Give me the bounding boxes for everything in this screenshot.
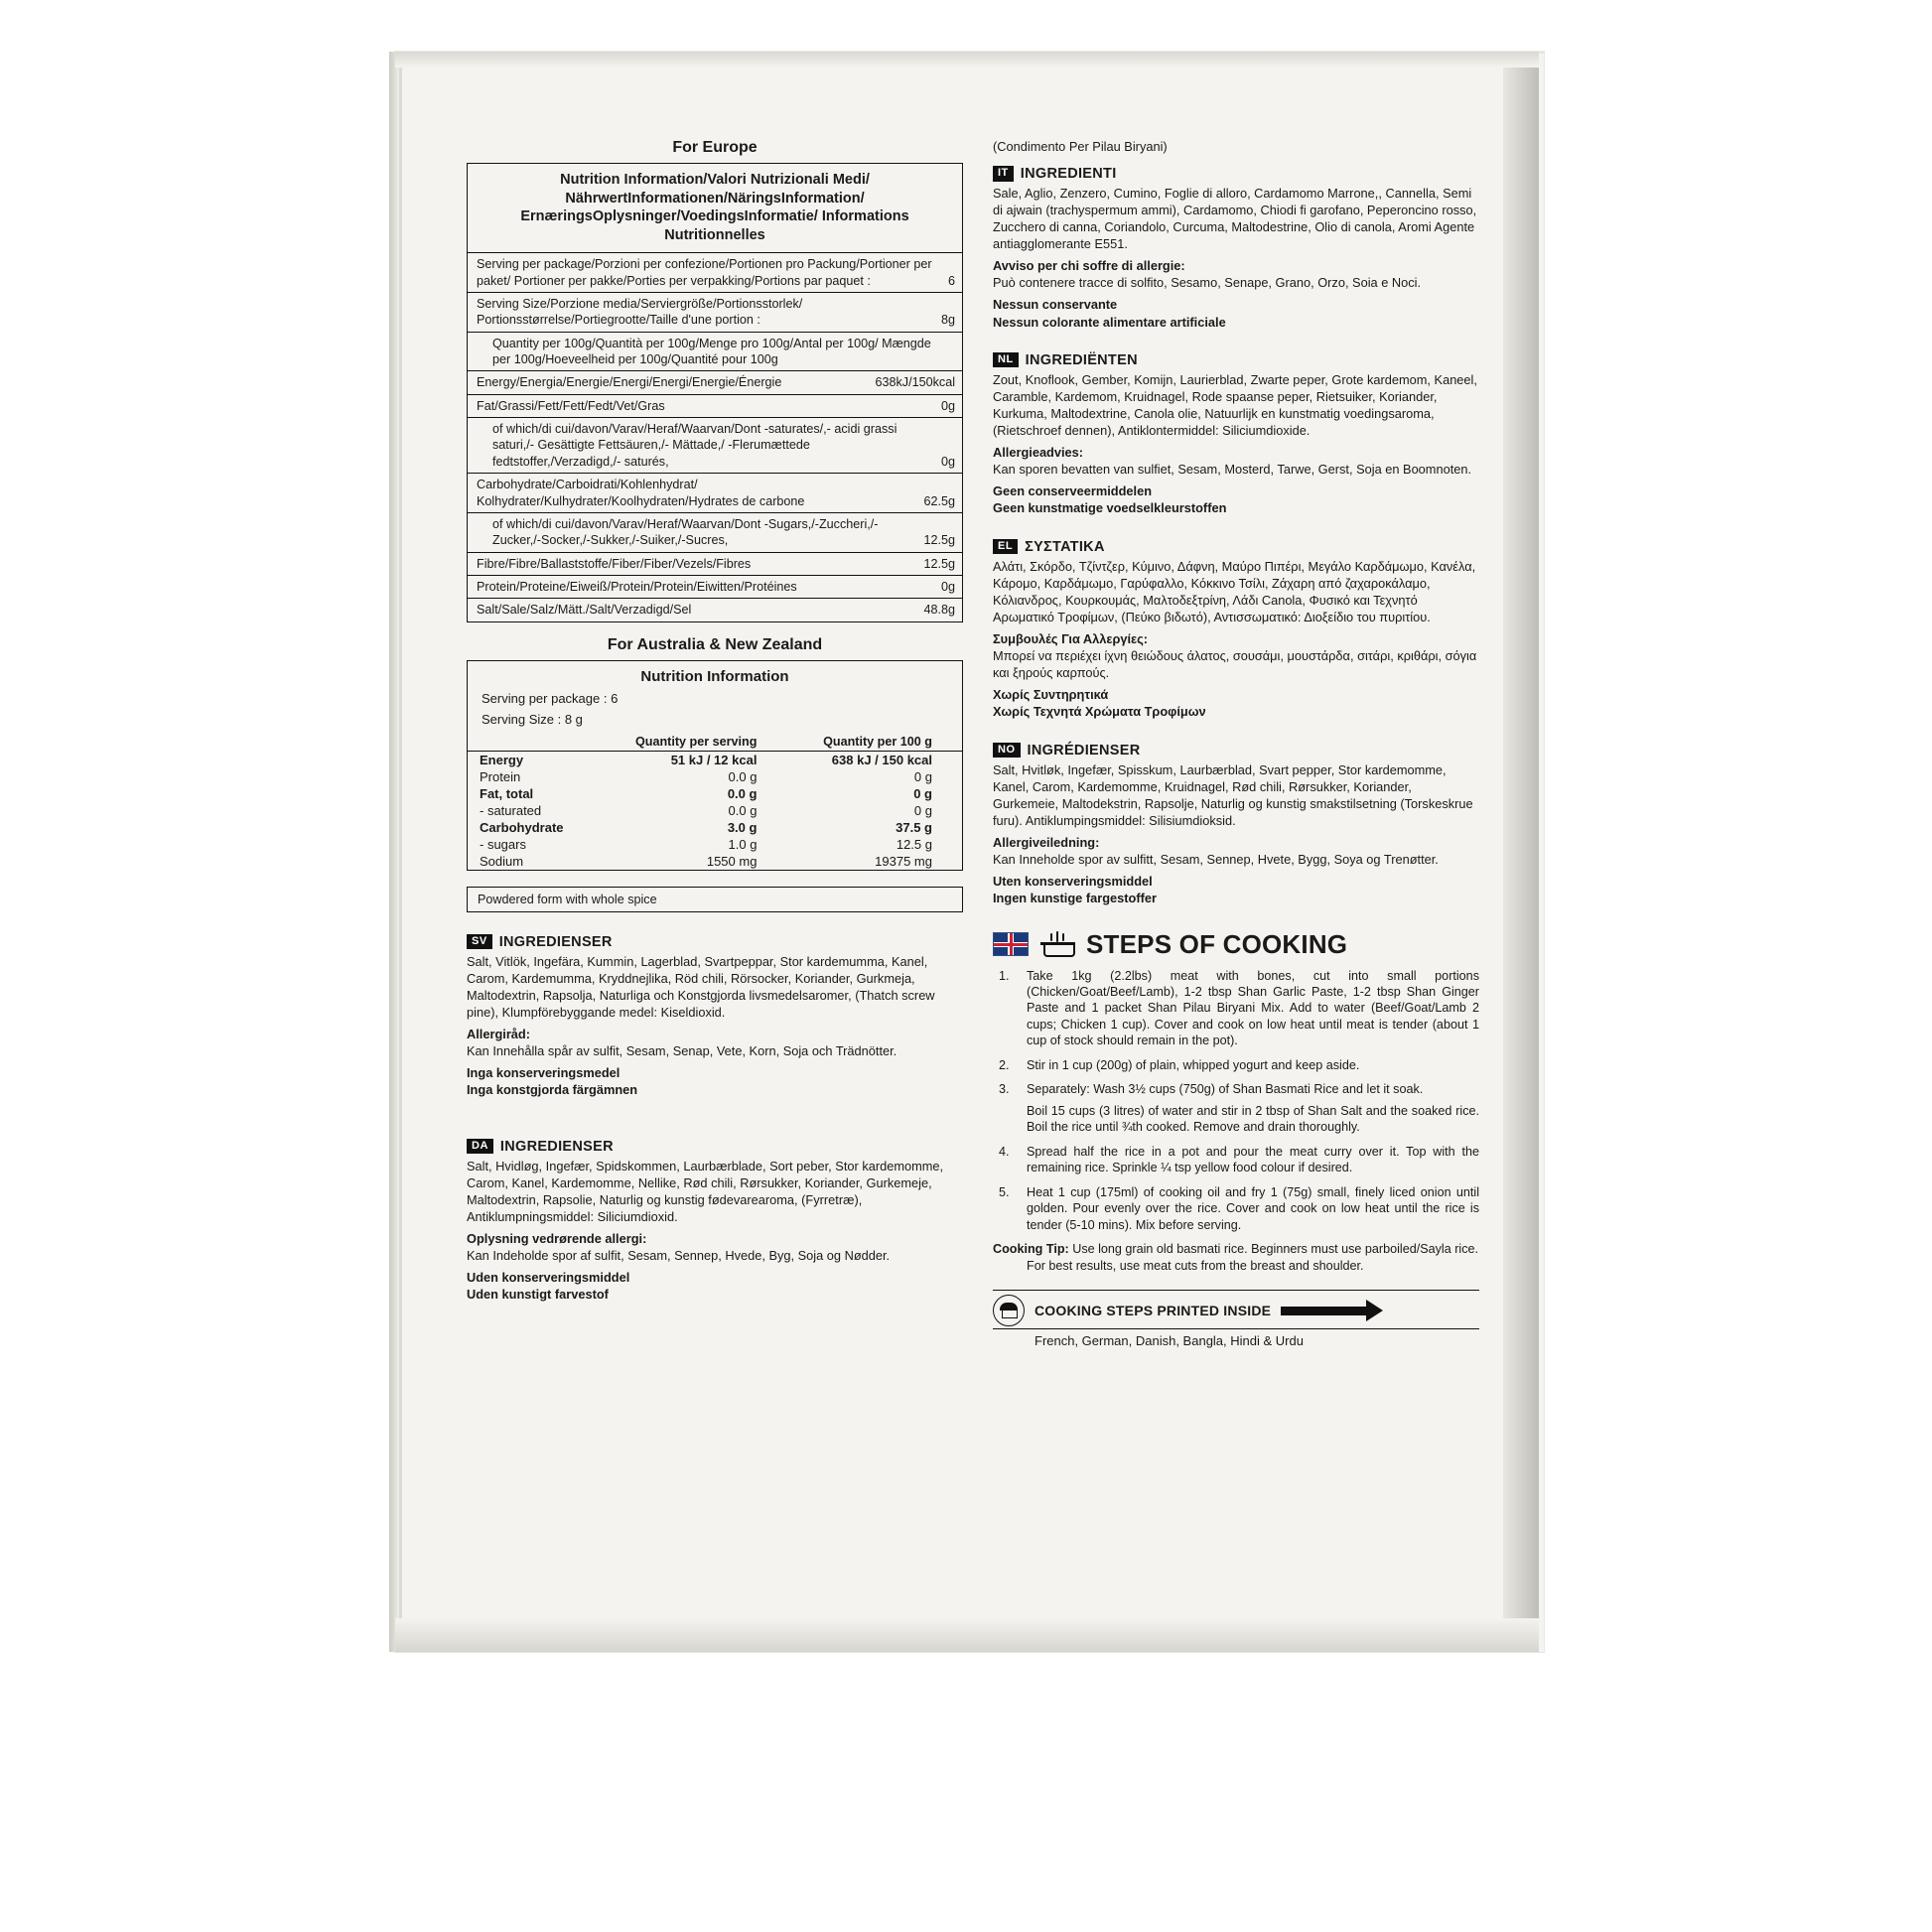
flag-no-icon: NO	[993, 743, 1021, 758]
list-item	[993, 968, 1479, 1049]
table-row	[468, 853, 962, 870]
ingredients-body-el: Αλάτι, Σκόρδο, Τζίντζερ, Κύμινο, Δάφνη, Μαύρο Πιπέρι, Μεγάλο Καρδάμωμο, Κανέλα, Κάρομο, Καρδάμωμο, Γαρύφαλλο, Κόκκινο Τσίλι, Ζάχαρη από ζαχαροκάλαμο, Κόλιανδρος, Κουρκουμάς, Μαλτοδεξτρίνη, Λάδι Canola, Φυσικό και Τεχνητό Αρωματικό Τροφίμων, (Πεύκο βιδωτό), Αντισσωματικό: Διοξείδιο του πυριτίου.	[993, 558, 1476, 624]
language-block-it	[993, 166, 1479, 331]
list-item	[993, 1184, 1479, 1233]
nutrient-label: Energy/Energia/Energie/Energi/Energi/Energie/Énergie	[477, 375, 782, 390]
allergy-title-it: Avviso per chi soffre di allergie:	[993, 258, 1185, 274]
quantity-per-100g-label: Quantity per 100g/Quantità per 100g/Menge pro 100g/Antal per 100g/ Mængde per 100g/Hoeveelheid per 100g/Quantité pour 100g	[492, 336, 931, 366]
cooking-tip-body: Use long grain old basmati rice. Beginners must use parboiled/Sayla rice.	[1072, 1242, 1479, 1257]
claim-no-preservatives-nl: Geen conserveermiddelen	[993, 483, 1153, 499]
anz-per-serving: 1550 mg	[706, 853, 758, 869]
nutrient-value: 12.5g	[923, 533, 955, 548]
serving-size-row	[468, 293, 962, 333]
cooking-steps-list	[993, 968, 1479, 1234]
table-row	[468, 768, 962, 785]
allergy-title-sv: Allergiråd:	[467, 1026, 530, 1041]
table-row	[468, 553, 962, 576]
allergy-body-no: Kan Inneholde spor av sulfitt, Sesam, Sennep, Hvete, Bygg, Soya og Trenøtter.	[993, 851, 1439, 867]
nutrient-value: 638kJ/150kcal	[875, 375, 955, 390]
anz-serving-size: Serving Size : 8 g	[482, 712, 583, 728]
anz-per-100g: 37.5 g	[896, 819, 932, 835]
nutrient-label: Carbohydrate/Carboidrati/Kohlenhydrat/ Kolhydrater/Kulhydrater/Koolhydraten/Hydrates de carbone	[477, 478, 805, 508]
allergy-body-el: Μπορεί να περιέχει ίχνη θειώδους άλατος, σουσάμι, μουστάρδα, σιτάρι, κριθάρι, σόγια και ξηρούς καρπούς.	[993, 648, 1477, 681]
anz-per-serving: 0.0 g	[728, 768, 758, 784]
serving-per-package-value: 6	[947, 273, 955, 288]
ingredients-title-da: INGREDIENSER	[499, 1138, 614, 1155]
table-row	[468, 819, 962, 836]
cooking-pot-icon	[1040, 931, 1074, 957]
anz-nutrient-name: - sugars	[480, 836, 526, 852]
ingredients-title-nl: INGREDIËNTEN	[1025, 351, 1138, 368]
language-heading	[467, 934, 963, 950]
list-item	[993, 1144, 1479, 1176]
anz-per-100g: 638 kJ / 150 kcal	[782, 751, 962, 768]
serving-per-package-row	[468, 253, 962, 293]
table-row	[468, 599, 962, 621]
step-text-4: Spread half the rice in a pot and pour the meat curry over it. Top with the remaining rice. Sprinkle ¼ tsp yellow food colour if desired.	[1027, 1144, 1479, 1175]
package-top-shadow	[395, 52, 1539, 68]
anz-per-serving: 0.0 g	[728, 802, 758, 818]
anz-col-blank	[468, 733, 593, 752]
cooking-tip-extra: For best results, use meat cuts from the breast and shoulder.	[1027, 1258, 1364, 1273]
flag-sv-icon: SV	[467, 934, 492, 949]
anz-serving-per-package: Serving per package : 6	[482, 690, 619, 706]
claim-no-preservatives-it: Nessun conservante	[993, 297, 1118, 313]
table-row	[468, 576, 962, 599]
language-heading	[993, 743, 1479, 759]
anz-nutrient-name: Sodium	[480, 853, 524, 869]
steps-of-cooking-title: STEPS OF COOKING	[1086, 928, 1348, 959]
claim-no-colours-el: Χωρίς Τεχνητά Χρώματα Τροφίμων	[993, 704, 1206, 720]
chef-hat-icon	[993, 1295, 1025, 1326]
ingredients-body-no: Salt, Hvitløk, Ingefær, Spisskum, Laurbærblad, Svart pepper, Stor kardemomme, Kanel, Carom, Kardemomme, Kruidnagel, Rød chili, Rørsukker, Koriander, Gurkemeie, Maltodekstrin, Rapsolje, Naturlig og kunstig smakstilsetning (Torskeskrue furu). Antiklumpingsmiddel: Silisiumdioksid.	[993, 761, 1473, 828]
package-bottom-shadow	[395, 1618, 1539, 1652]
table-row	[468, 751, 962, 768]
anz-per-100g: 19375 mg	[875, 853, 932, 869]
anz-section-title: For Australia & New Zealand	[607, 635, 823, 653]
europe-nutrition-header: Nutrition Information/Valori Nutrizionali Medi/ NährwertInformationen/NäringsInformation/ ErnæringsOplysninger/VoedingsInformatie/ Informations Nutritionnelles	[468, 164, 962, 253]
anz-nutrition-table	[467, 660, 963, 871]
language-heading	[467, 1139, 963, 1155]
nutrient-label: of which/di cui/davon/Varav/Heraf/Waarvan/Dont -Sugars,/-Zuccheri,/-Zucker,/-Socker,/-Sukker,/-Suiker,/-Sucres,	[492, 516, 879, 548]
allergy-title-el: Συμβουλές Για Αλλεργίες:	[993, 630, 1149, 646]
cooking-tip-label: Cooking Tip:	[993, 1242, 1069, 1257]
nutrient-label: Fat/Grassi/Fett/Fett/Fedt/Vet/Gras	[477, 398, 665, 413]
serving-per-package-label: Serving per package/Porzioni per confezione/Portionen pro Packung/Portioner per paket/ Portioner per pakke/Porties per verpakking/Portions par paquet :	[477, 257, 932, 288]
ingredients-body-da: Salt, Hvidløg, Ingefær, Spidskommen, Laurbærblade, Sort peber, Stor kardemomme, Carom, Kanel, Kardemomme, Nellike, Rød chili, Rørsukker, Koriander, Gurkemeje, Maltodextrin, Rapsolie, Naturlig og kunstig fødevarearoma, (Fyrretræ), Antiklumpningsmiddel: Siliciumdioxid.	[467, 1158, 944, 1224]
table-row	[468, 474, 962, 513]
package-left-edge	[389, 52, 399, 1652]
language-block-nl	[993, 352, 1479, 517]
language-block-da	[467, 1139, 963, 1304]
allergy-title-no: Allergiveiledning:	[993, 834, 1100, 850]
step-text-2: Stir in 1 cup (200g) of plain, whipped yogurt and keep aside.	[1027, 1057, 1360, 1072]
step-text-1: Take 1kg (2.2lbs) meat with bones, cut into small portions (Chicken/Goat/Beef/Lamb), 1-2 tbsp Shan Garlic Paste, 1-2 tbsp Shan Ginger Paste and 1 packet Shan Pilau Biryani Mix. Add to water (Beef/Goat/Lamb 2 cups; Chicken 1 cup). Cover and cook on low heat until meat is tender (about 1 cup of stock should remain in the pot).	[1027, 968, 1479, 1048]
anz-per-100g: 0 g	[913, 785, 932, 801]
uk-flag-icon	[993, 932, 1029, 956]
nutrient-label: Protein/Proteine/Eiweiß/Protein/Protein/Eiwitten/Protéines	[477, 579, 797, 594]
europe-nutrition-table	[467, 163, 963, 622]
claim-no-colours-nl: Geen kunstmatige voedselkleurstoffen	[993, 500, 1227, 516]
allergy-body-da: Kan Indeholde spor af sulfit, Sesam, Sennep, Hvede, Byg, Soja og Nødder.	[467, 1247, 891, 1263]
allergy-body-nl: Kan sporen bevatten van sulfiet, Sesam, Mosterd, Tarwe, Gerst, Soja en Boomnoten.	[993, 462, 1472, 478]
anz-per-100g: 0 g	[913, 768, 932, 784]
anz-per-serving: 3.0 g	[727, 819, 758, 835]
nutrient-value: 12.5g	[923, 556, 955, 571]
nutrient-value: 62.5g	[923, 493, 955, 508]
arrow-right-icon	[1281, 1300, 1383, 1321]
anz-nutrient-name: - saturated	[480, 802, 542, 818]
ingredients-body-nl: Zout, Knoflook, Gember, Komijn, Laurierblad, Zwarte peper, Grote kardemom, Kaneel, Caramble, Kardemom, Kruidnagel, Rode spaanse peper, Rietsuiker, Koriander, Kurkuma, Maltodextrine, Canola olie, Natuurlijk en kunstmatig voedingsaroma, (Rietschroef dennen), Antiklontermiddel: Siliciumdioxide.	[993, 371, 1477, 438]
allergy-body-it: Può contenere tracce di solfito, Sesamo, Senape, Grano, Orzo, Soia e Noci.	[993, 275, 1422, 291]
serving-size-value: 8g	[940, 313, 955, 328]
anz-per-100g: 12.5 g	[896, 836, 932, 852]
nutrient-value: 48.8g	[923, 603, 955, 618]
anz-nutrient-name: Protein	[480, 768, 521, 784]
table-row	[468, 836, 962, 853]
nutrient-value: 0g	[940, 454, 955, 469]
package-right-edge	[1503, 52, 1539, 1652]
ingredients-title-no: INGRÉDIENSER	[1027, 742, 1141, 759]
left-column	[467, 139, 963, 1304]
claim-no-preservatives-sv: Inga konserveringsmedel	[467, 1065, 621, 1081]
anz-nutrient-name: Fat, total	[480, 785, 534, 801]
ingredients-title-it: INGREDIENTI	[1020, 166, 1117, 182]
nutrient-value: 0g	[940, 579, 955, 594]
claim-no-preservatives-da: Uden konserveringsmiddel	[467, 1269, 630, 1285]
ingredients-title-el: ΣΥΣΤΑΤΙΚΑ	[1025, 538, 1105, 555]
nutrient-label: of which/di cui/davon/Varav/Heraf/Waarvan/Dont -saturates/,- acidi grassi saturi,/- Gesättigte Fettsäuren,/- Mättade,/ -Flerumættede fedtstoffer,/Verzadigd,/- saturés,	[492, 422, 897, 469]
footer-text: COOKING STEPS PRINTED INSIDE	[1035, 1303, 1272, 1319]
steps-of-cooking-header	[993, 929, 1479, 960]
table-row	[468, 395, 962, 418]
europe-section-title: For Europe	[672, 139, 758, 156]
anz-table-title: Nutrition Information	[640, 667, 789, 685]
anz-col-per-serving: Quantity per serving	[634, 734, 758, 749]
table-row	[468, 785, 962, 802]
anz-col-per-100g: Quantity per 100 g	[823, 734, 932, 749]
step-text-5: Heat 1 cup (175ml) of cooking oil and fry 1 (75g) small, finely liced onion until golden. Pour evenly over the rice. Cover and cook on low heat until the rice is tender (5-10 mins). Mix before serving.	[1027, 1184, 1479, 1232]
anz-per-serving: 1.0 g	[728, 836, 758, 852]
claim-no-preservatives-el: Χωρίς Συντηρητικά	[993, 687, 1109, 703]
nutrient-value: 0g	[940, 398, 955, 413]
ingredients-body-it: Sale, Aglio, Zenzero, Cumino, Foglie di alloro, Cardamomo Marrone,, Cannella, Semi di ajwain (trachyspermum ammi), Cardamomo, Chiodi fi garofano, Peperoncino rosso, Zucchero di canna, Coriandolo, Curcuma, Maltodestrine, Olio di canola, Aromi Agente antiagglomerante E551.	[993, 186, 1477, 252]
flag-nl-icon: NL	[993, 352, 1019, 367]
language-heading	[993, 352, 1479, 368]
flag-it-icon: IT	[993, 166, 1014, 181]
claim-no-colours-no: Ingen kunstige fargestoffer	[993, 891, 1157, 906]
table-row	[468, 418, 962, 474]
anz-values-table	[468, 733, 962, 870]
flag-da-icon: DA	[467, 1139, 493, 1154]
claim-no-preservatives-no: Uten konserveringsmiddel	[993, 873, 1153, 889]
right-column	[993, 139, 1479, 1348]
quantity-per-100g-header	[468, 333, 962, 372]
list-item	[993, 1057, 1479, 1073]
allergy-title-da: Oplysning vedrørende allergi:	[467, 1230, 647, 1246]
table-row	[468, 371, 962, 394]
language-heading	[993, 166, 1479, 182]
table-row	[468, 802, 962, 819]
flag-el-icon: EL	[993, 539, 1018, 554]
claim-no-colours-sv: Inga konstgjorda färgämnen	[467, 1082, 638, 1098]
ingredients-body-sv: Salt, Vitlök, Ingefära, Kummin, Lagerblad, Svartpeppar, Stor kardemumma, Kanel, Carom, Kardemumma, Kryddnejlika, Röd chili, Rörsocker, Koriander, Gurkmeja, Maltodextrin, Rapsolja, Naturliga och Konstgjorda livsmedelsaromer, (Thatch screw pine), Klumpförebyggande medel: Kiseldioxid.	[467, 953, 935, 1020]
step-text-3: Separately: Wash 3½ cups (750g) of Shan Basmati Rice and let it soak.	[1027, 1082, 1424, 1097]
allergy-body-sv: Kan Innehålla spår av sulfit, Sesam, Senap, Vete, Korn, Soja och Trädnötter.	[467, 1043, 897, 1059]
nutrient-label: Salt/Sale/Salz/Mätt./Salt/Verzadigd/Sel	[477, 603, 692, 618]
ingredients-title-sv: INGREDIENSER	[498, 933, 613, 950]
language-heading	[993, 539, 1479, 555]
claim-no-colours-it: Nessun colorante alimentare artificiale	[993, 314, 1226, 330]
list-item	[993, 1081, 1479, 1135]
footer-languages: French, German, Danish, Bangla, Hindi & Urdu	[1035, 1333, 1304, 1349]
cooking-tip	[993, 1241, 1479, 1274]
allergy-title-nl: Allergieadvies:	[993, 444, 1084, 460]
anz-per-serving: 51 kJ / 12 kcal	[593, 751, 782, 768]
language-block-el	[993, 539, 1479, 721]
condiment-subtitle: (Condimento Per Pilau Biryani)	[993, 139, 1168, 154]
anz-nutrient-name: Carbohydrate	[480, 819, 564, 835]
table-row	[468, 513, 962, 553]
language-block-no	[993, 743, 1479, 907]
cooking-steps-footer	[993, 1290, 1479, 1329]
claim-no-colours-da: Uden kunstigt farvestof	[467, 1287, 609, 1303]
anz-per-serving: 0.0 g	[727, 785, 758, 801]
language-block-sv	[467, 934, 963, 1099]
nutrient-label: Fibre/Fibre/Ballaststoffe/Fiber/Fiber/Vezels/Fibres	[477, 556, 752, 571]
step-text-3-extra: Boil 15 cups (3 litres) of water and stir in 2 tbsp of Shan Salt and the soaked rice. Boil the rice until ¾th cooked. Remove and drain thoroughly.	[1027, 1103, 1479, 1135]
serving-size-label: Serving Size/Porzione media/Serviergröße/Portionsstorlek/ Portionsstørrelse/Portiegrootte/Taille d'une portion :	[477, 296, 803, 328]
anz-nutrient-name: Energy	[468, 751, 593, 768]
anz-per-100g: 0 g	[913, 802, 932, 818]
powdered-form-note: Powdered form with whole spice	[467, 887, 963, 912]
